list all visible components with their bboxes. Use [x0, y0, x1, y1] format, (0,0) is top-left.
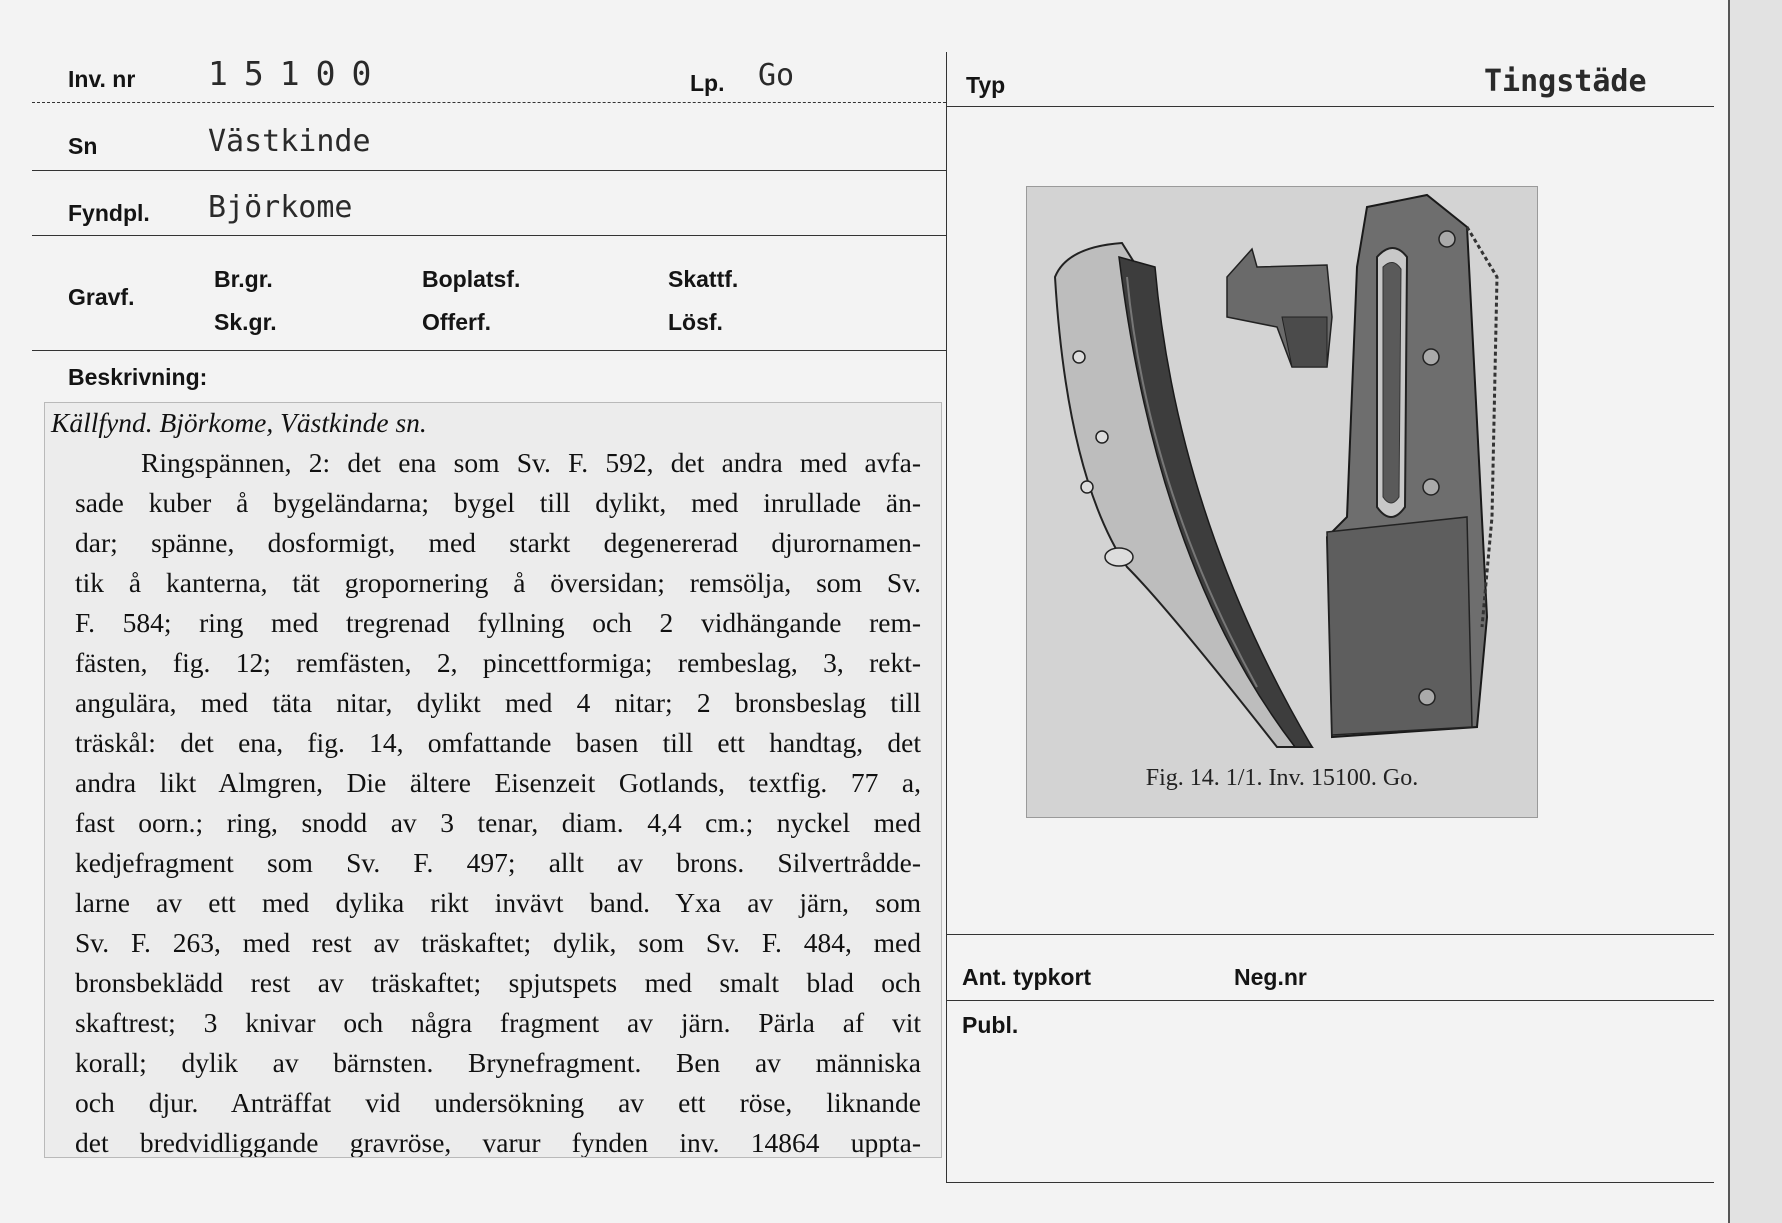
card-edge	[1728, 0, 1782, 1223]
boplatsf-label: Boplatsf.	[422, 266, 521, 292]
rule-sn	[32, 170, 946, 171]
lp-label: Lp.	[690, 70, 725, 96]
desc-line-6: F. 584; ring med tregrenad fyllning och 2 vidhängande rem-	[75, 607, 921, 638]
desc-line-16: skaftrest; 3 knivar och några fragment av järn. Pärla af vit	[75, 1007, 921, 1038]
desc-line-9: träskål: det ena, fig. 14, omfattande basen till ett handtag, det	[75, 727, 921, 758]
fyndpl-label: Fyndpl.	[68, 200, 150, 226]
rule-inv	[32, 102, 946, 103]
desc-line-15: bronsbeklädd rest av träskaftet; spjutspets med smalt blad och	[75, 967, 921, 998]
fyndpl-value: Björkome	[208, 190, 353, 225]
rule-ant	[946, 934, 1714, 935]
desc-line-8: angulära, med täta nitar, dylikt med 4 nitar; 2 bronsbeslag till	[75, 687, 921, 718]
desc-line-14: Sv. F. 263, med rest av träskaftet; dylik, som Sv. F. 484, med	[75, 927, 921, 958]
figure-caption: Fig. 14. 1/1. Inv. 15100. Go.	[1145, 765, 1419, 791]
lp-value: Go	[758, 58, 795, 93]
desc-line-11: fast oorn.; ring, snodd av 3 tenar, diam. 4,4 cm.; nyckel med	[75, 807, 921, 838]
rule-bottom	[946, 1182, 1714, 1183]
skattf-label: Skattf.	[668, 266, 739, 292]
publ-label: Publ.	[962, 1012, 1019, 1038]
beskrivning-label: Beskrivning:	[68, 364, 208, 390]
rule-gravf	[32, 350, 946, 351]
bronze-fittings-illustration	[1027, 187, 1537, 757]
ant-typkort-label: Ant. typkort	[962, 964, 1092, 990]
desc-line-1	[51, 403, 921, 443]
neg-nr-label: Neg.nr	[1234, 964, 1307, 990]
desc-line-3: sade kuber å bygeländarna; bygel till dylikt, med inrullade än-	[75, 487, 921, 518]
desc-line-5: tik å kanterna, tät gropornering å översidan; remsölja, som Sv.	[75, 567, 921, 598]
sn-label: Sn	[68, 133, 98, 159]
desc-line-2: Ringspännen, 2: det ena som Sv. F. 592, det andra med avfa-	[141, 447, 921, 478]
desc-line-18: och djur. Anträffat vid undersökning av ett röse, liknande	[75, 1087, 921, 1118]
desc-line-13: larne av ett med dylika rikt invävt band. Yxa av järn, som	[75, 887, 921, 918]
typ-label: Typ	[966, 72, 1006, 98]
typ-value: Tingstäde	[1484, 64, 1647, 99]
skgr-label: Sk.gr.	[214, 309, 277, 335]
sn-value: Västkinde	[208, 124, 371, 159]
offerf-label: Offerf.	[422, 309, 491, 335]
inv-nr-label: Inv. nr	[68, 66, 136, 92]
gravf-label: Gravf.	[68, 284, 135, 310]
losf-label: Lösf.	[668, 309, 723, 335]
center-divider	[946, 52, 947, 1182]
kallfynd-heading: Källfynd. Björkome, Västkinde sn.	[51, 407, 427, 438]
desc-line-4: dar; spänne, dosformigt, med starkt degenererad djurornamen-	[75, 527, 921, 558]
rule-typ	[946, 106, 1714, 107]
description-clipping	[44, 402, 942, 1158]
desc-line-10: andra likt Almgren, Die ältere Eisenzeit Gotlands, textfig. 77 a,	[75, 767, 921, 798]
artifact-figure	[1026, 186, 1538, 818]
desc-line-19: det bredvidliggande gravröse, varur fynden inv. 14864 uppta-	[75, 1127, 921, 1158]
rule-publ	[946, 1000, 1714, 1001]
rule-fyndpl	[32, 235, 946, 236]
inv-nr-value: 15100	[208, 54, 388, 93]
brgr-label: Br.gr.	[214, 266, 273, 292]
desc-line-17: korall; dylik av bärnsten. Brynefragment. Ben av människa	[75, 1047, 921, 1078]
desc-line-7: fästen, fig. 12; remfästen, 2, pincettformiga; rembeslag, 3, rekt-	[75, 647, 921, 678]
desc-line-12: kedjefragment som Sv. F. 497; allt av brons. Silvertrådde-	[75, 847, 921, 878]
